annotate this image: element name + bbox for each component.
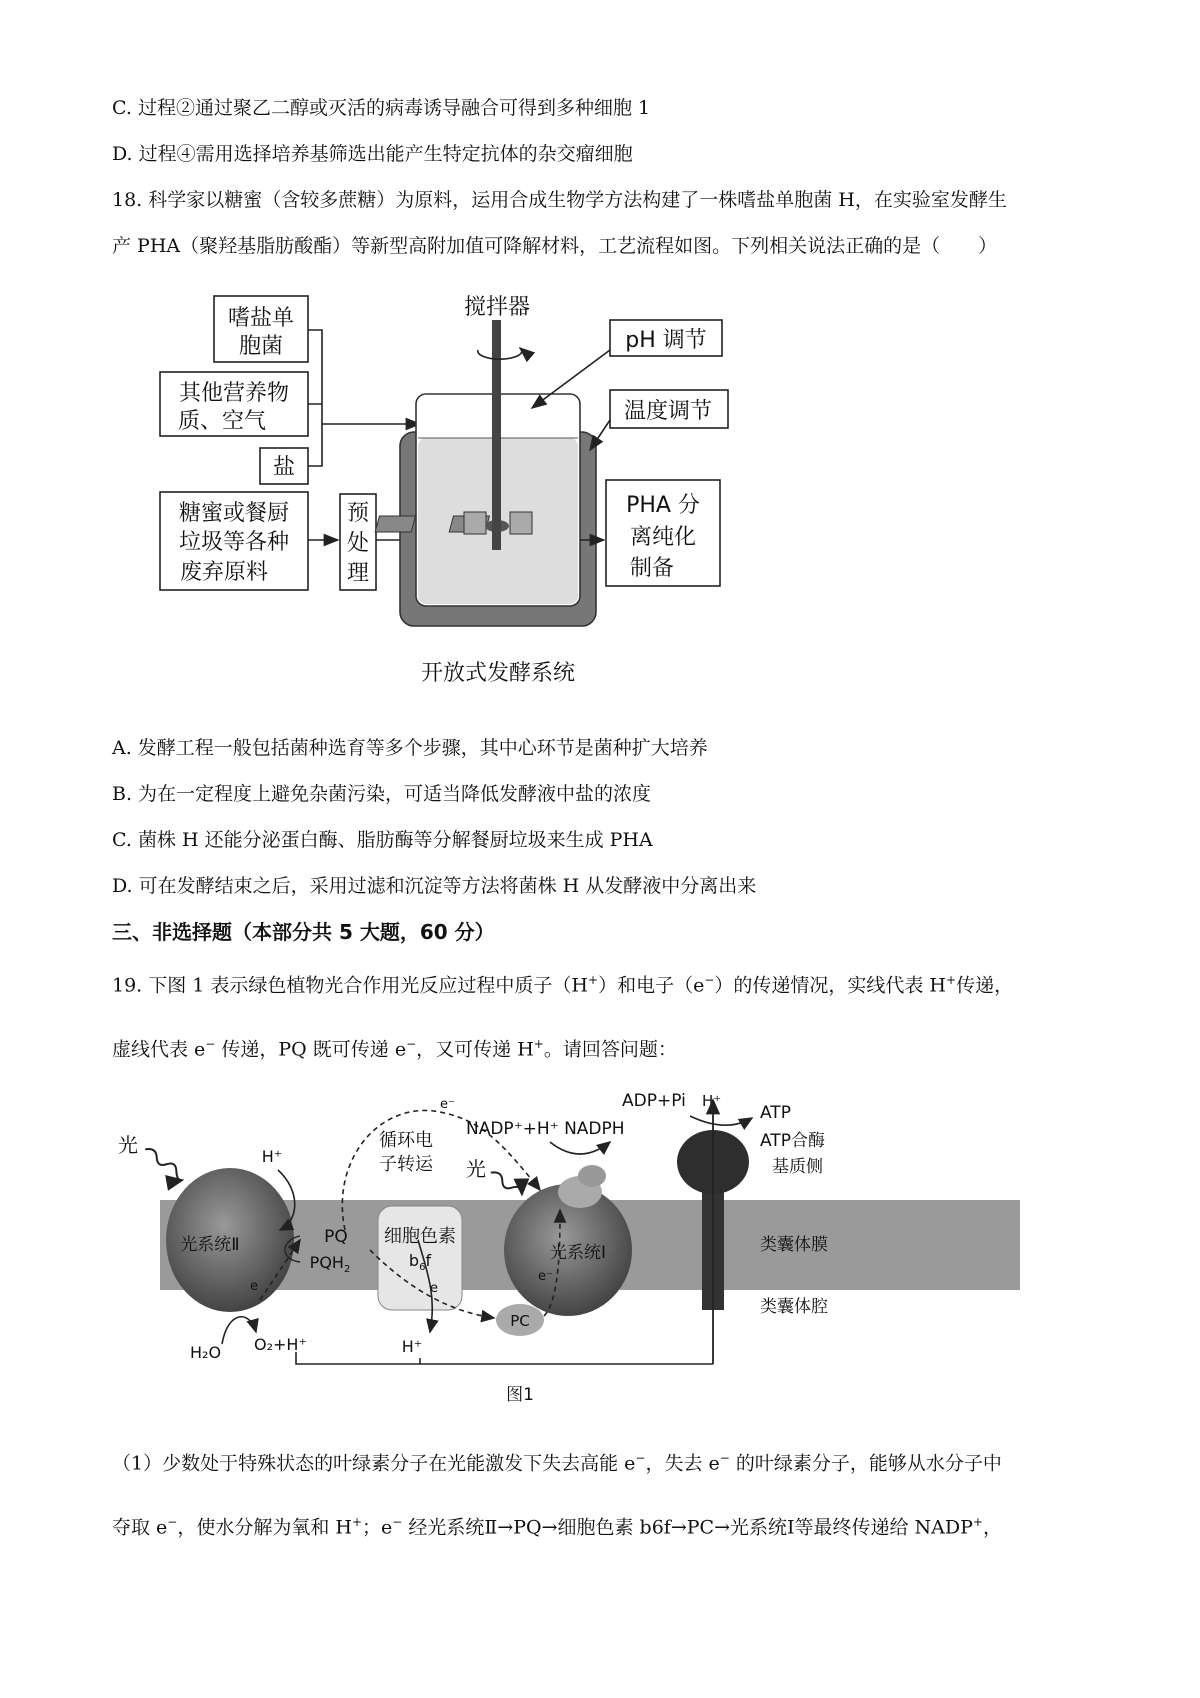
- svg-text:e⁻: e⁻: [538, 1269, 553, 1284]
- svg-text:H⁺: H⁺: [702, 1092, 722, 1110]
- svg-text:PC: PC: [510, 1312, 530, 1330]
- label-atp: ATP: [760, 1103, 791, 1123]
- fermenter-tank: [375, 394, 596, 626]
- svg-text:预: 预: [346, 501, 370, 526]
- fermentation-flowchart: [0, 290, 1200, 710]
- option-c-18: C. 菌株 H 还能分泌蛋白酶、脂肪酶等分解餐厨垃圾来生成 PHA: [112, 829, 653, 851]
- option-b-18: B. 为在一定程度上避免杂菌污染，可适当降低发酵液中盐的浓度: [112, 783, 652, 805]
- svg-text:H⁺: H⁺: [401, 1337, 423, 1356]
- svg-text:其他营养物: 其他营养物: [178, 381, 290, 406]
- svg-text:垃圾等各种: 垃圾等各种: [178, 530, 290, 555]
- box-pretreatment: [340, 494, 376, 590]
- question-18-line-1: 18. 科学家以糖蜜（含较多蔗糖）为原料，运用合成生物学方法构建了一株嗜盐单胞菌 H，在实验室发酵生: [112, 189, 1007, 211]
- svg-text:子转运: 子转运: [379, 1154, 433, 1175]
- svg-text:H₂O: H₂O: [190, 1343, 222, 1362]
- label-stroma-side: 基质侧: [772, 1157, 823, 1177]
- label-atp-synthase: ATP合酶: [760, 1131, 825, 1151]
- svg-text:H⁺: H⁺: [261, 1147, 283, 1166]
- stirrer-shaft: [492, 320, 501, 550]
- option-a-18: A. 发酵工程一般包括菌种选育等多个步骤，其中心环节是菌种扩大培养: [112, 737, 708, 759]
- svg-text:离纯化: 离纯化: [629, 525, 697, 550]
- box-pha-purification: [606, 480, 720, 586]
- svg-text:e: e: [430, 1281, 438, 1296]
- question-19-line-1: 19. 下图 1 表示绿色植物光合作用光反应过程中质子（H+）和电子（e−）的传递情况，实线代表 H+传递，: [112, 973, 1014, 997]
- svg-text:理: 理: [346, 561, 370, 586]
- box-halophilic-bacteria: [214, 296, 308, 362]
- svg-text:制备: 制备: [629, 556, 675, 581]
- figure-1-caption: 图1: [506, 1385, 534, 1405]
- svg-text:光系统Ⅰ: 光系统Ⅰ: [549, 1243, 607, 1263]
- svg-text:PQ: PQ: [324, 1227, 348, 1247]
- label-thylakoid-lumen: 类囊体腔: [760, 1297, 828, 1317]
- svg-text:温度调节: 温度调节: [623, 399, 713, 424]
- section-3-heading: 三、非选择题（本部分共 5 大题，60 分）: [112, 920, 495, 944]
- svg-text:e: e: [250, 1279, 258, 1294]
- svg-text:循环电: 循环电: [379, 1130, 433, 1151]
- label-light-1: 光: [118, 1133, 138, 1157]
- label-adp: ADP+Pi: [622, 1091, 686, 1111]
- svg-text:PHA 分: PHA 分: [626, 493, 700, 518]
- option-d-17: D. 过程④需用选择培养基筛选出能产生特定抗体的杂交瘤细胞: [112, 143, 633, 165]
- svg-text:PQH2: $PQH_2$: [309, 1253, 351, 1275]
- box-salt: [260, 448, 308, 484]
- box-nutrients-air: [160, 372, 308, 436]
- label-nadp: NADP⁺+H⁺ NADPH: [466, 1119, 625, 1139]
- svg-text:e⁻: e⁻: [440, 1097, 455, 1112]
- svg-text:pH 调节: pH 调节: [625, 328, 707, 353]
- svg-text:嗜盐单: 嗜盐单: [227, 306, 295, 331]
- label-stirrer: 搅拌器: [463, 295, 531, 320]
- box-ph-control: [610, 320, 722, 356]
- box-temperature-control: [610, 390, 728, 428]
- svg-text:b6f: $b_6f$: [408, 1251, 432, 1273]
- option-c-17: C. 过程②通过聚乙二醇或灭活的病毒诱导融合可得到多种细胞 1: [112, 97, 651, 119]
- photosynthesis-diagram: [0, 1080, 1200, 1410]
- question-18-line-2: 产 PHA（聚羟基脂肪酸酯）等新型高附加值可降解材料，工艺流程如图。下列相关说法正确的是（ ）: [112, 235, 998, 257]
- label-light-2: 光: [466, 1157, 486, 1181]
- option-d-18: D. 可在发酵结束之后，采用过滤和沉淀等方法将菌株 H 从发酵液中分离出来: [112, 875, 757, 897]
- svg-text:废弃原料: 废弃原料: [179, 560, 269, 585]
- svg-text:糖蜜或餐厨: 糖蜜或餐厨: [178, 501, 290, 526]
- svg-text:细胞色素: 细胞色素: [384, 1226, 456, 1247]
- box-waste-materials: [160, 492, 308, 590]
- svg-text:胞菌: 胞菌: [238, 334, 284, 359]
- svg-text:盐: 盐: [272, 455, 296, 480]
- svg-text:光系统Ⅱ: 光系统Ⅱ: [180, 1235, 240, 1255]
- svg-text:O₂+H⁺: O₂+H⁺: [254, 1335, 307, 1354]
- label-thylakoid-membrane: 类囊体膜: [760, 1235, 828, 1255]
- caption-open-fermentation: 开放式发酵系统: [420, 661, 576, 686]
- svg-text:质、空气: 质、空气: [177, 409, 267, 434]
- question-19-line-2: 虚线代表 e− 传递，PQ 既可传递 e−，又可传递 H+。请回答问题：: [112, 1037, 677, 1061]
- subquestion-1-line-1: （1）少数处于特殊状态的叶绿素分子在光能激发下失去高能 e−，失去 e− 的叶绿素分子，能够从水分子中: [112, 1451, 1002, 1475]
- subquestion-1-line-2: 夺取 e−，使水分解为氧和 H+；e− 经光系统Ⅱ→PQ→细胞色素 b6f→PC→光系统Ⅰ等最终传递给 NADP+，: [112, 1515, 1002, 1539]
- cytochrome-b6f: [378, 1206, 462, 1310]
- svg-text:处: 处: [346, 531, 370, 556]
